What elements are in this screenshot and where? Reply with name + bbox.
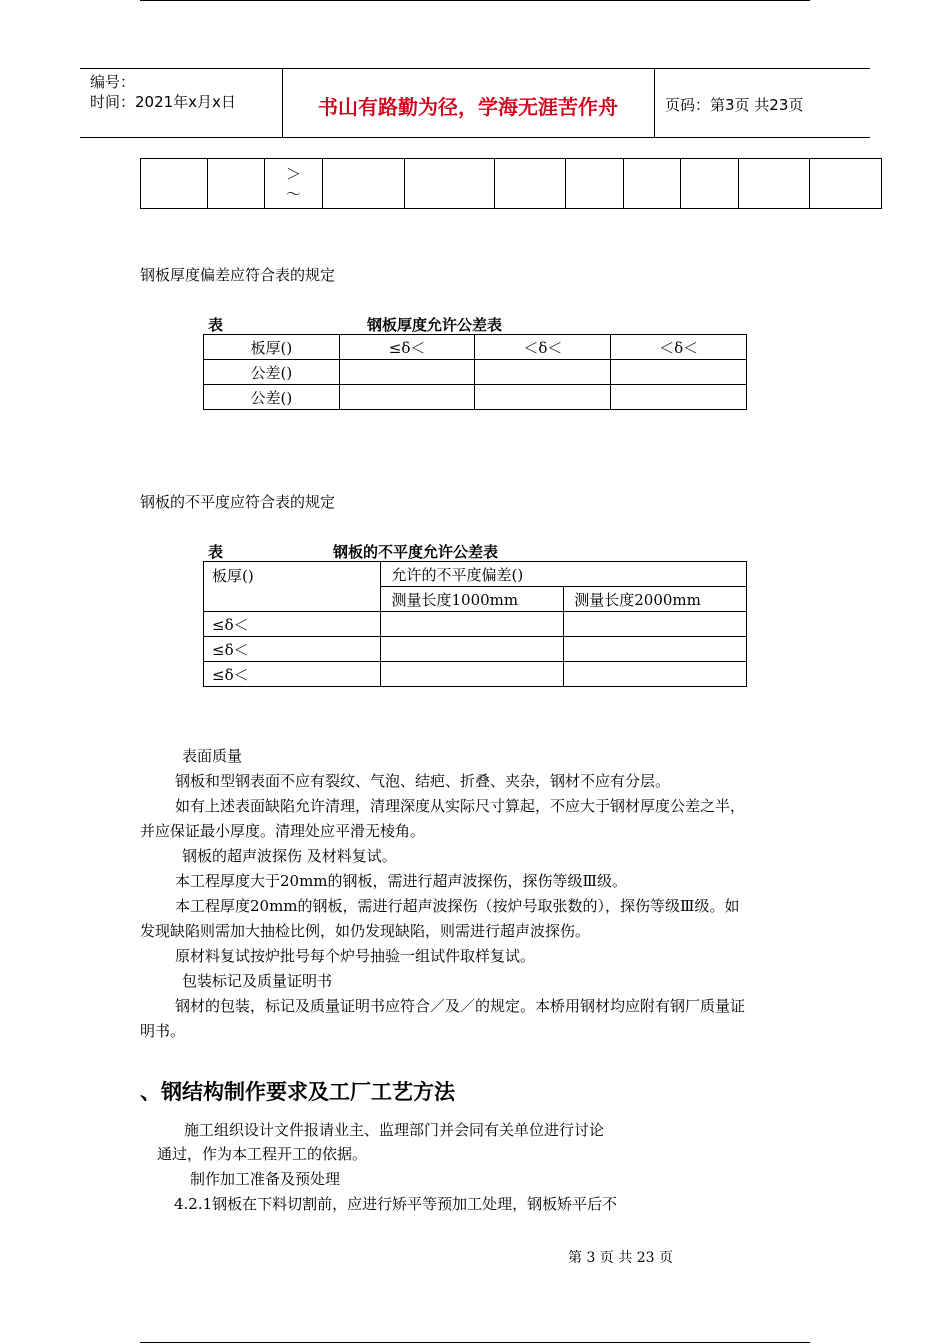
- paragraph: 并应保证最小厚度。清理处应平滑无棱角。: [140, 822, 426, 840]
- table-cell: [405, 159, 494, 209]
- thickness-table-label: 表: [208, 316, 224, 334]
- packaging-heading: 包装标记及质量证明书: [182, 972, 333, 990]
- table-cell: [141, 159, 208, 209]
- table-cell: [494, 159, 566, 209]
- thickness-intro: 钢板厚度偏差应符合表的规定: [140, 266, 336, 284]
- continued-table: [140, 158, 882, 209]
- paragraph: 发现缺陷则需加大抽检比例，如仍发现缺陷，则需进行超声波探伤。: [140, 922, 591, 940]
- paragraph: 如有上述表面缺陷允许清理，清理深度从实际尺寸算起，不应大于钢材厚度公差之半，: [175, 797, 746, 815]
- row-label: 公差(): [204, 385, 340, 410]
- table-cell: [475, 385, 611, 410]
- page-info: 页码：第3页 共23页: [665, 96, 804, 114]
- header-motto-cell: [282, 69, 655, 137]
- table-cell: [207, 159, 265, 209]
- flatness-table-label: 表: [208, 543, 224, 561]
- table-cell: [566, 159, 624, 209]
- table-cell: [611, 385, 747, 410]
- row-label: 公差(): [204, 360, 340, 385]
- table-cell: [564, 637, 747, 662]
- header-cell-thickness: 板厚(): [204, 335, 340, 360]
- paragraph: 通过，作为本工程开工的依据。: [157, 1145, 368, 1163]
- table-cell: [339, 360, 475, 385]
- paragraph: 原材料复试按炉批号每个炉号抽验一组试件取样复试。: [175, 947, 536, 965]
- table-cell: [564, 612, 747, 637]
- table-row: [204, 612, 747, 637]
- row-label: ≤δ＜: [204, 612, 381, 637]
- table-row: [204, 662, 747, 687]
- header-cell-range-1: ≤δ＜: [339, 335, 475, 360]
- row-label: ≤δ＜: [204, 637, 381, 662]
- ultrasonic-heading: 钢板的超声波探伤 及材料复试。: [182, 847, 397, 865]
- paragraph: 施工组织设计文件报请业主、监理部门并会同有关单位进行讨论: [184, 1121, 605, 1139]
- code-label: 编号：: [90, 73, 136, 91]
- section-heading: 、钢结构制作要求及工厂工艺方法: [140, 1080, 455, 1104]
- header-cell-deviation: 允许的不平度偏差(): [381, 562, 747, 587]
- header-cell-range-3: ＜δ＜: [611, 335, 747, 360]
- paragraph: 明书。: [140, 1022, 186, 1040]
- table-row: [204, 637, 747, 662]
- greater-than-symbol: ＞: [285, 164, 301, 183]
- flatness-intro: 钢板的不平度应符合表的规定: [140, 493, 336, 511]
- table-cell: [738, 159, 810, 209]
- footer-page-number: 第 3 页 共 23 页: [568, 1250, 673, 1266]
- header-cell-thickness: 板厚(): [204, 562, 381, 612]
- thickness-tolerance-table: [203, 334, 747, 410]
- table-cell: [623, 159, 681, 209]
- page-header: [80, 68, 870, 138]
- table-cell: [564, 662, 747, 687]
- paragraph: 本工程厚度20mm的钢板，需进行超声波探伤（按炉号取张数的），探伤等级Ⅲ级。如: [175, 897, 740, 915]
- paragraph: 本工程厚度大于20mm的钢板，需进行超声波探伤，探伤等级Ⅲ级。: [175, 872, 628, 890]
- table-row: [204, 385, 747, 410]
- table-cell: [681, 159, 739, 209]
- thickness-table-title: 钢板厚度允许公差表: [367, 316, 503, 334]
- header-cell-range-2: ＜δ＜: [475, 335, 611, 360]
- table-cell: [810, 159, 882, 209]
- row-label: ≤δ＜: [204, 662, 381, 687]
- table-row: [204, 360, 747, 385]
- paragraph: 4.2.1钢板在下料切割前，应进行矫平等预加工处理，钢板矫平后不: [174, 1195, 618, 1213]
- table-cell: [339, 385, 475, 410]
- top-rule: [140, 0, 810, 1]
- table-cell: [381, 612, 564, 637]
- flatness-tolerance-table: [203, 561, 747, 687]
- time-label: 时间：2021年x月x日: [90, 93, 236, 111]
- range-symbol-cell: [265, 159, 323, 209]
- preparation-heading: 制作加工准备及预处理: [190, 1170, 341, 1188]
- header-cell-1000mm: 测量长度1000mm: [381, 587, 564, 612]
- surface-quality-heading: 表面质量: [182, 747, 243, 765]
- tilde-symbol: ～: [285, 184, 301, 203]
- motto: 书山有路勤为径，学海无涯苦作舟: [318, 95, 618, 119]
- paragraph: 钢材的包装，标记及质量证明书应符合／及／的规定。本桥用钢材均应附有钢厂质量证: [175, 997, 746, 1015]
- table-cell: [611, 360, 747, 385]
- table-cell: [475, 360, 611, 385]
- header-cell-2000mm: 测量长度2000mm: [564, 587, 747, 612]
- table-cell: [381, 662, 564, 687]
- table-cell: [322, 159, 404, 209]
- header-left-cell: [80, 69, 283, 137]
- table-cell: [381, 637, 564, 662]
- header-right-cell: [655, 69, 870, 137]
- flatness-table-title: 钢板的不平度允许公差表: [333, 543, 499, 561]
- bottom-rule: [140, 1342, 810, 1343]
- paragraph: 钢板和型钢表面不应有裂纹、气泡、结疤、折叠、夹杂，钢材不应有分层。: [175, 772, 671, 790]
